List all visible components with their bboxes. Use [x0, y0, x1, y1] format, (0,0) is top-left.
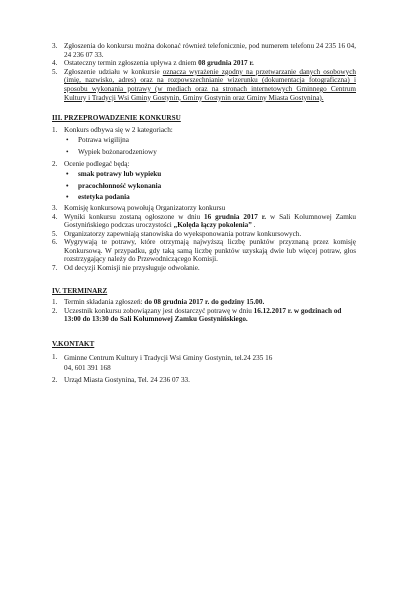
deadline-date: 08 grudnia 2017 r.	[198, 59, 254, 68]
text-run: w Sali Kolumnowej Zamku Gostynińskiego podczas uroczystości	[64, 212, 356, 230]
criterion-text: smak potrawy lub wypieku	[78, 170, 162, 179]
results-date: 16 grudnia 2017 r.	[204, 212, 267, 221]
bullet-icon: •	[66, 147, 69, 156]
section-heading: III. PRZEPROWADZENIE KONKURSU	[52, 114, 181, 123]
section-heading: IV. TERMINARZ	[52, 286, 108, 295]
criterion-item	[52, 193, 356, 202]
item-text	[64, 213, 356, 230]
item-number: 4.	[52, 212, 58, 221]
list-item	[52, 264, 356, 273]
item-text: Konkurs odbywa się w 2 kategoriach:	[64, 125, 173, 134]
text-run: Termin składania zgłoszeń:	[64, 298, 145, 307]
item-text: Zgłoszenia do konkursu można dokonać również telefonicznie, pod numerem telefonu 24 235 16 04, 24 236 07 33.	[64, 42, 356, 59]
item-number: 2.	[52, 306, 58, 315]
category-text: Wypiek bożonarodzeniowy	[78, 147, 157, 156]
list-item	[52, 353, 356, 373]
item-number: 3.	[52, 42, 58, 50]
text-run: .	[251, 221, 256, 230]
list-item	[52, 204, 356, 213]
item-number: 5.	[52, 67, 58, 76]
text-run: Ostateczny termin zgłoszenia upływa z dniem	[64, 59, 199, 68]
criterion-item	[52, 170, 356, 179]
item-text: Gminne Centrum Kultury i Tradycji Wsi Gminy Gostynin, tel.24 235 16 04, 601 391 168	[64, 353, 273, 372]
item-text	[64, 59, 356, 68]
list-item	[52, 230, 356, 239]
item-number: 6.	[52, 238, 58, 247]
item-number: 5.	[52, 229, 58, 238]
item-text: Od decyzji Komisji nie przysługuje odwołanie.	[64, 264, 200, 273]
criterion-text: estetyka podania	[78, 193, 130, 202]
event-name: „Kolęda łączy pokolenia”	[173, 221, 252, 230]
item-text	[64, 298, 356, 307]
list-item	[52, 213, 356, 230]
item-text: Ocenie podlegać będą:	[64, 159, 130, 168]
category-text: Potrawa wigilijna	[78, 136, 129, 145]
item-text: Urząd Miasta Gostynina, Tel. 24 236 07 33.	[64, 375, 190, 384]
consent-text: oznacza wyrażenie zgodny na przetwarzanie danych osobowych (imię, nazwisko, adres) oraz na rozpowszechnianie wizerunku (dokumentacja fotograficzna) i sposobu wykonania potrawy (w mediach oraz na stronach internetowych Gminnego Centrum Kultury i Tradycji Wsi Gminy Gostynin, Gminy Gostynin oraz Gminy Miasta Gostynina).	[64, 67, 357, 102]
item-text: Komisję konkursową powołują Organizatorzy konkursu	[64, 203, 226, 212]
submission-deadline: do 08 grudnia 2017 r. do godziny 15.00.	[144, 298, 265, 307]
list-item	[52, 42, 356, 59]
item-number: 2.	[52, 375, 58, 384]
list-item	[52, 68, 356, 102]
list-item	[52, 307, 356, 324]
list-item	[52, 298, 356, 307]
bullet-icon: •	[66, 170, 69, 179]
text-run: Zgłoszenie udziału w konkursie	[64, 67, 163, 76]
item-number: 1.	[52, 125, 58, 134]
item-number: 2.	[52, 159, 58, 168]
item-number: 1.	[52, 298, 58, 307]
item-text: Organizatorzy zapewniają stanowiska do wyeksponowania potraw konkursowych.	[64, 229, 302, 238]
list-item	[52, 126, 356, 135]
section-heading: V.KONTAKT	[52, 340, 95, 349]
text-run: Uczestnik konkursu zobowiązany jest dostarczyć potrawę w dniu	[64, 306, 254, 315]
item-number: 3.	[52, 203, 58, 212]
bullet-icon: •	[66, 193, 69, 202]
criterion-item	[52, 182, 356, 191]
criterion-text: pracochłonność wykonania	[78, 181, 162, 190]
item-number: 4.	[52, 59, 58, 68]
item-text: Wygrywają te potrawy, które otrzymają najwyższą liczbę punktów przyznaną przez komisję Konkursową. W przypadku, gdy taką samą liczbę punktów uzyskają dwie lub więcej potraw, głos rozstrzygający należy do Przewodniczącego Komisji.	[64, 238, 356, 264]
text-run: Wyniki konkursu zostaną ogłoszone w dniu	[64, 212, 205, 221]
list-item	[52, 238, 356, 264]
item-number: 1.	[52, 352, 58, 361]
item-text	[64, 307, 356, 324]
item-number: 7.	[52, 264, 58, 273]
list-item	[52, 160, 356, 169]
bullet-icon: •	[66, 181, 69, 190]
list-item	[52, 376, 356, 385]
category-item	[52, 136, 356, 145]
item-text	[64, 68, 356, 102]
bullet-icon: •	[66, 136, 69, 145]
list-item	[52, 59, 356, 68]
category-item	[52, 148, 356, 157]
delivery-time: 16.12.2017 r. w godzinach od 13:00 do 13:30 do Sali Kolumnowej Zamku Gostynińskiego.	[64, 306, 342, 324]
